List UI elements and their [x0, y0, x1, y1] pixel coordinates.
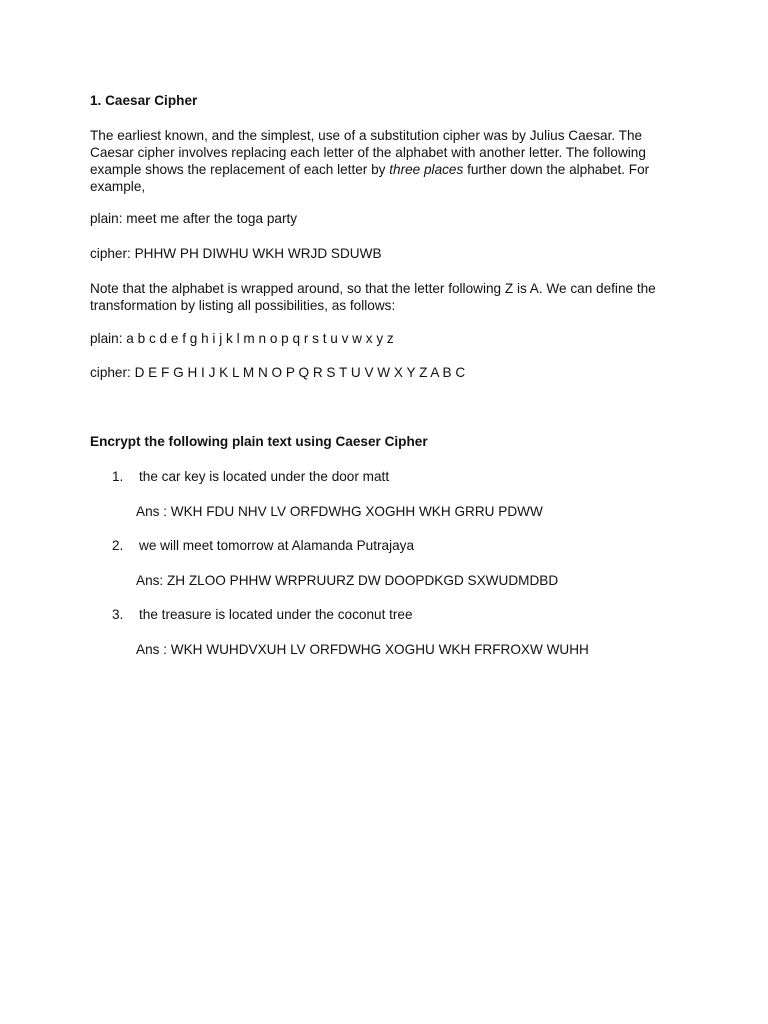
item-plain-text: we will meet tomorrow at Alamanda Putrajaya	[139, 538, 415, 553]
item-number: 3.	[112, 607, 124, 622]
intro-line-4: example,	[90, 179, 146, 194]
intro-line-2: Caesar cipher involves replacing each letter of the alphabet with another letter. The following	[90, 145, 646, 160]
exercise-heading: Encrypt the following plain text using Caeser Cipher	[90, 434, 428, 449]
note-line-1: Note that the alphabet is wrapped around, so that the letter following Z is A. We can define the	[90, 281, 656, 296]
alphabet-cipher: cipher: D E F G H I J K L M N O P Q R S T U V W X Y Z A B C	[90, 365, 466, 380]
item-number: 1.	[112, 469, 124, 484]
intro-line-3-after: further down the alphabet. For	[463, 162, 650, 177]
item-plain-text: the car key is located under the door matt	[139, 469, 390, 484]
example-cipher: cipher: PHHW PH DIWHU WKH WRJD SDUWB	[90, 246, 382, 261]
item-number: 2.	[112, 538, 124, 553]
item-answer: Ans: ZH ZLOO PHHW WRPRUURZ DW DOOPDKGD SXWUDMDBD	[136, 573, 559, 588]
intro-line-3	[90, 161, 680, 178]
item-answer: Ans : WKH FDU NHV LV ORFDWHG XOGHH WKH GRRU PDWW	[136, 504, 543, 519]
item-answer: Ans : WKH WUHDVXUH LV ORFDWHG XOGHU WKH FRFROXW WUHH	[136, 642, 589, 657]
alphabet-plain: plain: a b c d e f g h i j k l m n o p q r s t u v w x y z	[90, 331, 394, 346]
section-heading: 1. Caesar Cipher	[90, 93, 198, 108]
note-line-2: transformation by listing all possibilities, as follows:	[90, 298, 396, 313]
note-paragraph	[90, 280, 680, 314]
intro-emphasis: three places	[389, 162, 464, 177]
item-plain-text: the treasure is located under the coconut tree	[139, 607, 413, 622]
intro-line-1: The earliest known, and the simplest, use of a substitution cipher was by Julius Caesar. The	[90, 128, 643, 143]
intro-paragraph	[90, 127, 680, 195]
intro-line-3-before: example shows the replacement of each letter by	[90, 162, 390, 177]
example-plain: plain: meet me after the toga party	[90, 211, 298, 226]
